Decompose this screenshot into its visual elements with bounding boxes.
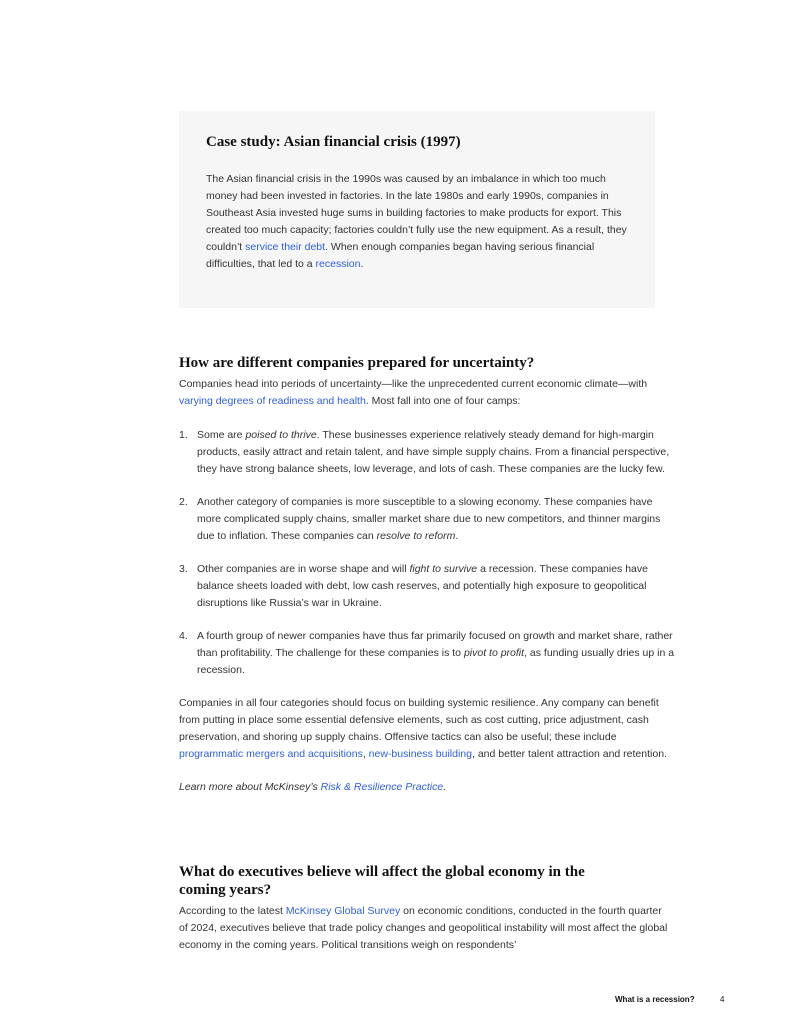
list-item-text: Another category of companies is more susceptible to a slowing economy. These companies have more complicated supply chains, smaller market share due to new competitors, and thinner margins due to inflation. These companies can (197, 496, 661, 542)
list-item-text: . (455, 530, 459, 542)
uncertainty-intro (179, 376, 679, 410)
list-item-text: a recession. These companies have balance sheets loaded with debt, low cash reserves, and potentially high exposure to geopolitical disruptions like Russia’s war in Ukraine. (197, 563, 648, 609)
executives-heading (179, 863, 671, 899)
readiness-health-link[interactable]: varying degrees of readiness and health (179, 395, 366, 407)
global-survey-link[interactable]: McKinsey Global Survey (285, 905, 401, 917)
list-item (179, 561, 679, 612)
new-business-building-link[interactable]: new-business building (368, 748, 472, 760)
case-study-box (179, 111, 655, 308)
case-study-text-3: . (360, 258, 364, 270)
list-item-number: 3. (179, 563, 188, 575)
mergers-acquisitions-link[interactable]: programmatic mergers and acquisitions (179, 748, 363, 760)
executives-body (179, 903, 671, 954)
list-item-text: . These businesses experience relatively steady demand for high-margin products, easily attract and retain talent, and have simple supply chains. From a financial perspective, they have strong balance sheets, low leverage, and lots of cash. These companies are the lucky few. (197, 429, 670, 475)
resilience-text-2: , and better talent attraction and retention. (472, 748, 667, 760)
recession-link[interactable]: recession (315, 258, 361, 270)
uncertainty-heading: How are different companies prepared for uncertainty? (179, 355, 535, 371)
list-item-number: 1. (179, 429, 188, 441)
learn-more-text: Learn more about McKinsey’s (179, 781, 321, 793)
service-their-debt-link[interactable]: service their debt (245, 241, 326, 253)
list-item-emphasis: pivot to profit (463, 647, 525, 659)
intro-text-2: . Most fall into one of four camps: (365, 395, 521, 407)
resilience-separator: , (362, 748, 369, 760)
list-item-number: 4. (179, 630, 188, 642)
executives-section (179, 863, 671, 954)
list-item-text: Other companies are in worse shape and will (197, 563, 410, 575)
resilience-text-1: Companies in all four categories should focus on building systemic resilience. Any company can benefit from putting in place some essential defensive elements, such as cost cutting, price adjustment, cash preservation, and shoring up supply chains. Offensive tactics can also be useful; these include (179, 697, 659, 743)
list-item-emphasis: poised to thrive (245, 429, 317, 441)
case-study-text-1: The Asian financial crisis in the 1990s was caused by an imbalance in which too much money had been invested in factories. In the late 1980s and early 1990s, companies in Southeast Asia invested huge sums in building factories to make products for export. This created too much capacity; factories couldn’t fully use the new equipment. As a result, they couldn’t (206, 173, 627, 253)
executives-text-1: According to the latest (179, 905, 286, 917)
uncertainty-section (179, 354, 679, 796)
list-item-text: Some are (197, 429, 246, 441)
list-item-emphasis: resolve to reform (376, 530, 456, 542)
footer-title: What is a recession? (615, 995, 695, 1004)
list-item (179, 494, 679, 545)
camps-list (179, 427, 679, 679)
list-item (179, 628, 679, 679)
list-item-text: A fourth group of newer companies have thus far primarily focused on growth and market share, rather than profitability. The challenge for these companies is to (197, 630, 673, 659)
case-study-text-2: . When enough companies began having serious financial difficulties, that led to a (206, 241, 595, 270)
case-study-title: Case study: Asian financial crisis (1997) (206, 134, 461, 150)
risk-resilience-practice-link[interactable]: Risk & Resilience Practice (320, 781, 444, 793)
executives-heading-line-1: What do executives believe will affect the global economy in the (179, 864, 585, 880)
list-item-emphasis: fight to survive (409, 563, 478, 575)
executives-text-2: on economic conditions, conducted in the fourth quarter of 2024, executives believe that trade policy changes and geopolitical instability will most affect the global economy in the coming years. Political transitions weigh on respondents’ (179, 905, 668, 951)
page-number: 4 (720, 995, 725, 1004)
case-study-body (206, 171, 636, 273)
learn-more-paragraph (179, 779, 679, 796)
resilience-paragraph (179, 695, 679, 763)
list-item (179, 427, 679, 478)
list-item-text: , as funding usually dries up in a recession. (197, 647, 675, 676)
executives-heading-line-2: coming years? (179, 882, 272, 898)
intro-text-1: Companies head into periods of uncertainty—like the unprecedented current economic climate—with (179, 378, 648, 390)
learn-more-end: . (443, 781, 447, 793)
list-item-number: 2. (179, 496, 188, 508)
